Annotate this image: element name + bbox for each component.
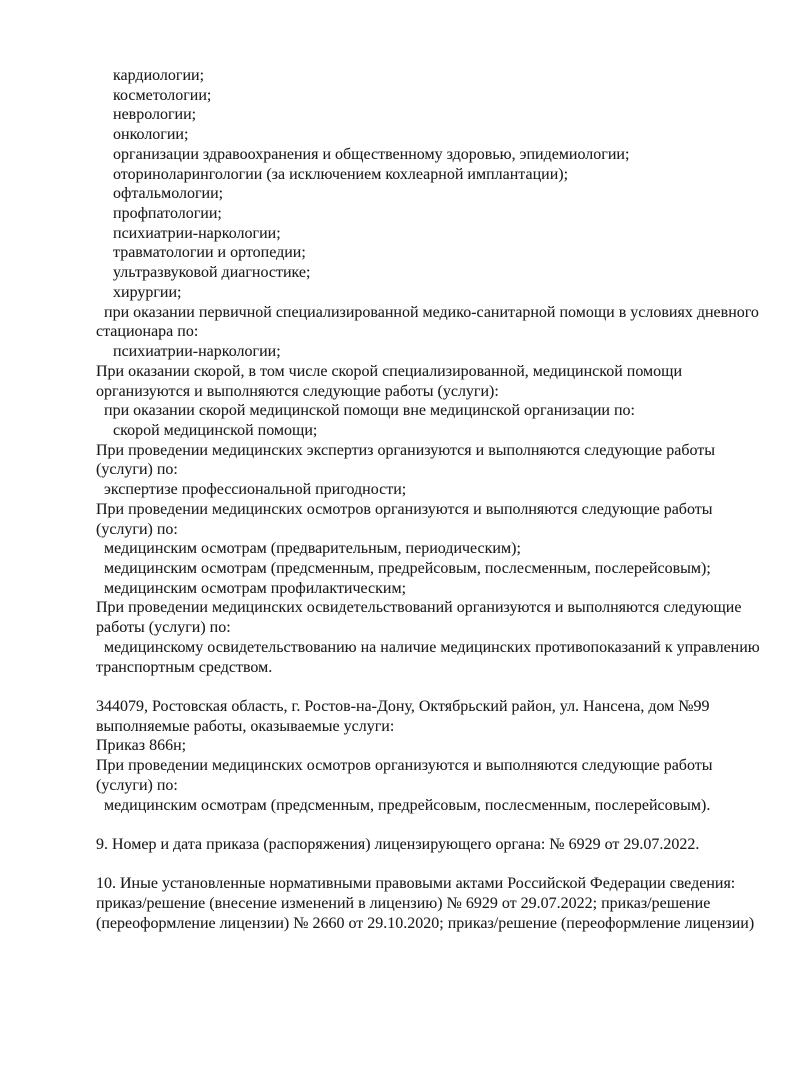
document-line: При проведении медицинских экспертиз организуются и выполняются следующие работы xyxy=(96,441,715,459)
document-line: онкологии; xyxy=(113,126,189,144)
document-line: медицинским осмотрам профилактическим; xyxy=(104,579,407,597)
document-line: психиатрии-наркологии; xyxy=(113,343,281,361)
document-line: медицинским осмотрам (предсменным, предрейсовым, послесменным, послерейсовым). xyxy=(104,796,711,814)
document-line: ультразвуковой диагностике; xyxy=(113,264,311,282)
document-line: оториноларингологии (за исключением кохлеарной имплантации); xyxy=(113,165,569,183)
document-line: хирургии; xyxy=(113,283,182,301)
document-line: травматологии и ортопедии; xyxy=(113,244,306,262)
document-line: (услуги) по: xyxy=(96,520,178,538)
blank-line xyxy=(96,815,802,835)
blank-line xyxy=(96,677,802,697)
document-line: организуются и выполняются следующие работы (услуги): xyxy=(96,382,499,400)
document-line: При проведении медицинских осмотров организуются и выполняются следующие работы xyxy=(96,500,713,518)
document-line: выполняемые работы, оказываемые услуги: xyxy=(96,717,395,735)
document-line: психиатрии-наркологии; xyxy=(113,224,281,242)
document-line: 344079, Ростовская область, г. Ростов-на-Дону, Октябрьский район, ул. Нансена, дом №99 xyxy=(96,698,710,715)
document-line: при оказании первичной специализированной медико-санитарной помощи в условиях дневного xyxy=(104,303,759,321)
document-line: организации здравоохранения и общественному здоровью, эпидемиологии; xyxy=(113,145,630,163)
document-line: скорой медицинской помощи; xyxy=(113,421,318,439)
document-line: работы (услуги) по: xyxy=(96,619,231,637)
document-line: профпатологии; xyxy=(113,205,222,223)
document-line: медицинскому освидетельствованию на наличие медицинских противопоказаний к управлению xyxy=(104,638,760,656)
document-line: медицинским осмотрам (предварительным, периодическим); xyxy=(104,540,521,558)
document-line: При проведении медицинских освидетельствований организуются и выполняются следующие xyxy=(96,599,742,617)
document-line: При проведении медицинских осмотров организуются и выполняются следующие работы xyxy=(96,757,713,775)
blank-line xyxy=(96,855,802,875)
document-line: транспортным средством. xyxy=(96,658,273,676)
document-line: офтальмологии; xyxy=(113,185,224,203)
document-line: (переоформление лицензии) № 2660 от 29.10.2020; приказ/решение (переоформление лицензии) xyxy=(96,914,755,932)
document-line: экспертизе профессиональной пригодности; xyxy=(104,481,407,499)
document-line: приказ/решение (внесение изменений в лицензию) № 6929 от 29.07.2022; приказ/решение xyxy=(96,895,711,913)
document-line: 10. Иные установленные нормативными правовыми актами Российской Федерации сведения: xyxy=(96,875,736,893)
document-line: кардиологии; xyxy=(113,67,205,84)
document-line: При оказании скорой, в том числе скорой специализированной, медицинской помощи xyxy=(96,362,683,380)
document-line: (услуги) по: xyxy=(96,461,178,479)
document-line: стационара по: xyxy=(96,323,199,341)
document-line: 9. Номер и дата приказа (распоряжения) лицензирующего органа: № 6929 от 29.07.2022. xyxy=(96,836,700,854)
document-line: Приказ 866н; xyxy=(96,737,187,755)
document-line: косметологии; xyxy=(113,86,212,104)
document-line: (услуги) по: xyxy=(96,776,178,794)
document-line: медицинским осмотрам (предсменным, предрейсовым, послесменным, послерейсовым); xyxy=(104,559,711,577)
document-line: неврологии; xyxy=(113,106,197,124)
document-body xyxy=(96,66,802,934)
document-line: при оказании скорой медицинской помощи вне медицинской организации по: xyxy=(104,402,635,420)
